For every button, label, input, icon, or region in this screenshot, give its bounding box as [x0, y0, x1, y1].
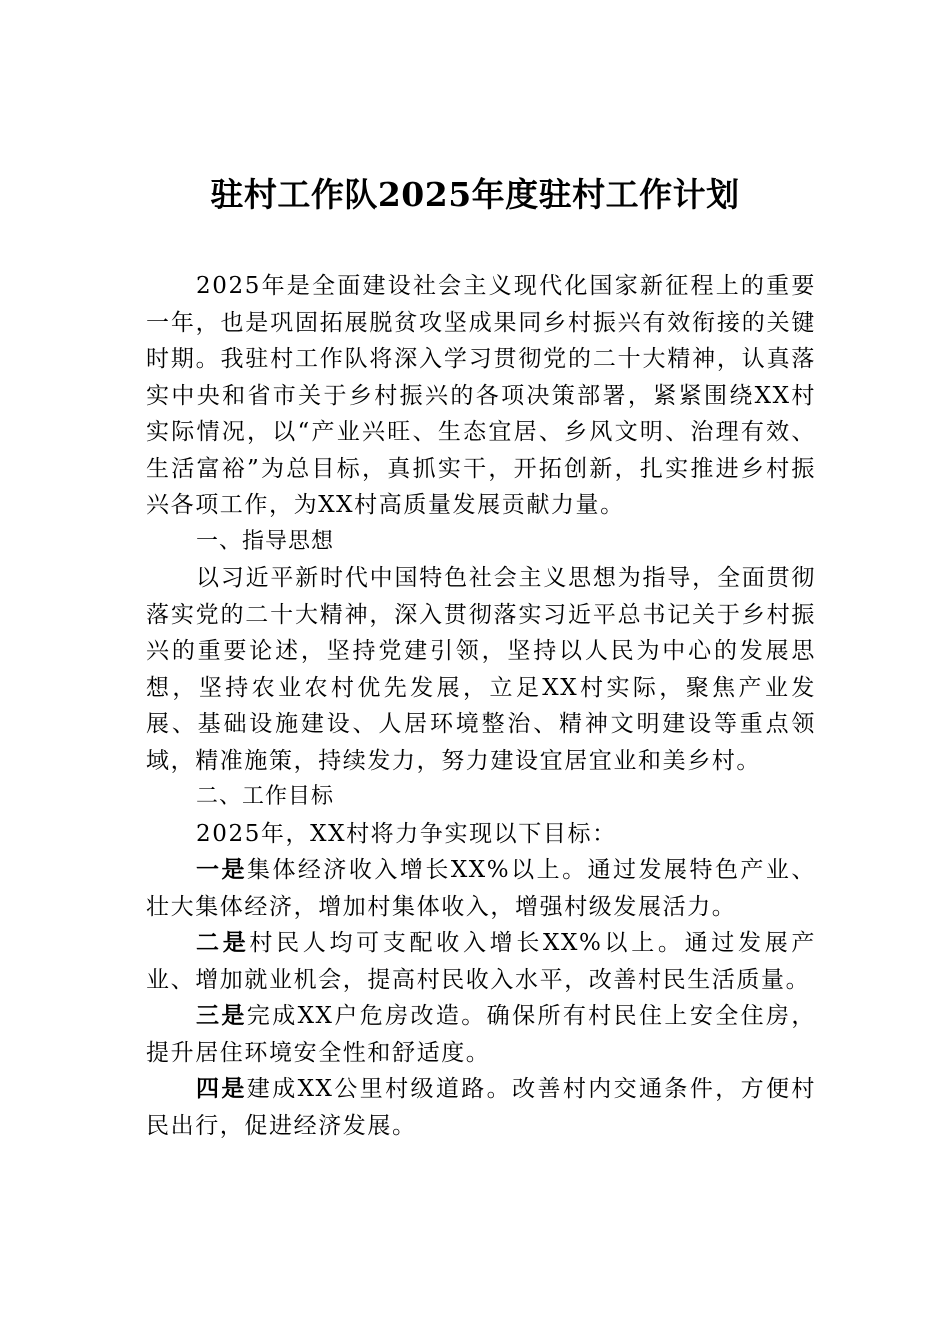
goal-item	[146, 1071, 816, 1144]
goal-text: 建成XX公里村级道路。改善村内交通条件，方便村民出行，促进经济发展。	[146, 1076, 816, 1139]
goal-text: 集体经济收入增长XX%以上。通过发展特色产业、壮大集体经济，增加村集体收入，增强村级发展活力。	[146, 857, 816, 920]
section-heading-work-goals: 二、工作目标	[196, 784, 335, 809]
goal-item	[146, 852, 816, 925]
goal-text: 村民人均可支配收入增长XX%以上。通过发展产业、增加就业机会，提高村民收入水平，改善村民生活质量。	[146, 930, 816, 993]
goal-lead: 一是	[196, 856, 247, 883]
goal-item	[146, 998, 816, 1071]
goal-lead: 三是	[196, 1002, 247, 1029]
section-heading-guiding-ideology: 一、指导思想	[196, 528, 335, 554]
goal-text: 完成XX户危房改造。确保所有村民住上安全住房，提升居住环境安全性和舒适度。	[146, 1003, 816, 1066]
page-title: 驻村工作队2025年度驻村工作计划	[210, 175, 740, 214]
goal-lead: 四是	[196, 1075, 247, 1102]
work-goals-intro: 2025年，XX村将力争实现以下目标：	[196, 820, 617, 847]
guiding-ideology-paragraph: 以习近平新时代中国特色社会主义思想为指导，全面贯彻落实党的二十大精神，深入贯彻落实习近平总书记关于乡村振兴的重要论述，坚持党建引领，坚持以人民为中心的发展思想，坚持农业农村优先发展，立足XX村实际，聚焦产业发展、基础设施建设、人居环境整治、精神文明建设等重点领域，精准施策，持续发力，努力建设宜居宜业和美乡村。	[146, 565, 816, 774]
goal-lead: 二是	[196, 929, 250, 956]
document-body	[146, 268, 816, 1144]
intro-paragraph: 2025年是全面建设社会主义现代化国家新征程上的重要一年，也是巩固拓展脱贫攻坚成果同乡村振兴有效衔接的关键时期。我驻村工作队将深入学习贯彻党的二十大精神，认真落实中央和省市关于乡村振兴的各项决策部署，紧紧围绕XX村实际情况，以“产业兴旺、生态宜居、乡风文明、治理有效、生活富裕”为总目标，真抓实干，开拓创新，扎实推进乡村振兴各项工作，为XX村高质量发展贡献力量。	[146, 273, 816, 518]
goal-item	[146, 925, 816, 998]
